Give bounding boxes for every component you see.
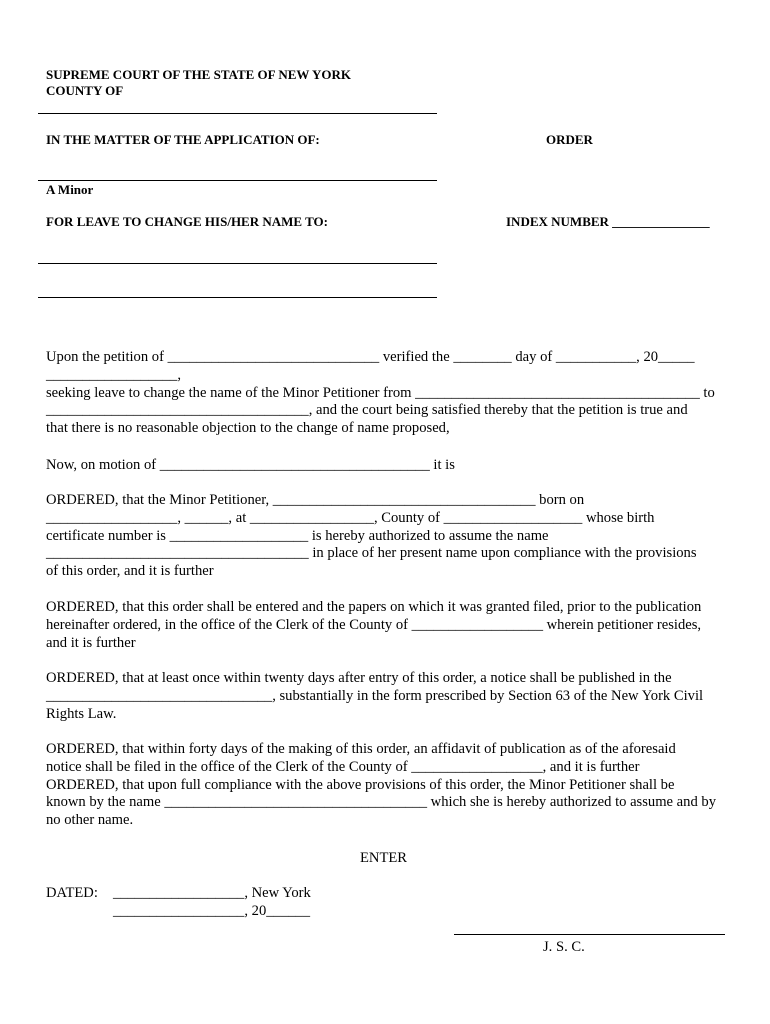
text-line: and it is further: [46, 634, 136, 651]
document-title: ORDER: [546, 132, 593, 147]
text-line: Upon the petition of _____________________________ verified the ________ day of ___________, 20_____: [46, 349, 695, 365]
text-line: ORDERED, that the Minor Petitioner, ____________________________________ born on: [46, 492, 585, 508]
text-line: certificate number is ___________________ is hereby authorized to assume the name: [46, 527, 549, 544]
county-label: COUNTY OF: [46, 83, 124, 98]
text-line: ORDERED, that this order shall be entered and the papers on which it was granted filed, prior to the publication: [46, 599, 702, 615]
text-line: known by the name ____________________________________ which she is hereby authorized to assume and by: [46, 794, 716, 811]
court-name: SUPREME COURT OF THE STATE OF NEW YORK: [46, 67, 351, 82]
petition-paragraph: [46, 349, 736, 438]
motion-paragraph: [46, 457, 736, 475]
ordered-publication-paragraph: [46, 670, 736, 723]
text-line: that there is no reasonable objection to the change of name proposed,: [46, 420, 450, 437]
caption-divider: [38, 113, 437, 114]
jsc-label: J. S. C.: [543, 939, 585, 955]
ordered-filing-paragraph: [46, 599, 736, 652]
text-line: Now, on motion of _____________________________________ it is: [46, 457, 455, 473]
leave-heading: FOR LEAVE TO CHANGE HIS/HER NAME TO:: [46, 214, 328, 229]
text-line: _______________________________, substantially in the form prescribed by Section 63 of the New York Civil: [46, 687, 704, 704]
dated-date-line: __________________, 20______: [113, 903, 311, 919]
enter-label: ENTER: [360, 850, 408, 866]
signature-line: [454, 934, 725, 935]
text-line: notice shall be filed in the office of the Clerk of the County of __________________, and it is further: [46, 758, 640, 775]
text-line: ____________________________________ in place of her present name upon compliance with the provisions: [46, 545, 697, 562]
index-number-field: INDEX NUMBER _______________: [506, 214, 710, 229]
text-line: ORDERED, that upon full compliance with the above provisions of this order, the Minor Petitioner shall be: [46, 776, 675, 793]
ordered-name-paragraph: [46, 492, 736, 581]
text-line: ORDERED, that at least once within twenty days after entry of this order, a notice shall be published in the: [46, 670, 672, 686]
new-name-line-1: [38, 263, 437, 264]
text-line: __________________,: [46, 366, 181, 383]
ordered-affidavit-paragraph: [46, 741, 736, 830]
new-name-line-2: [38, 297, 437, 298]
text-line: no other name.: [46, 812, 134, 829]
applicant-name-line: [38, 180, 437, 181]
text-line: __________________, ______, at _________________, County of ___________________ whose birth: [46, 509, 655, 526]
text-line: hereinafter ordered, in the office of the Clerk of the County of __________________ wherein petitioner resides,: [46, 616, 702, 633]
text-line: ____________________________________, and the court being satisfied thereby that the petition is true and: [46, 402, 688, 419]
dated-label: DATED:: [46, 885, 98, 901]
text-line: of this order, and it is further: [46, 563, 214, 580]
matter-heading: IN THE MATTER OF THE APPLICATION OF:: [46, 132, 320, 147]
text-line: seeking leave to change the name of the Minor Petitioner from _______________________________________ to: [46, 384, 715, 401]
text-line: Rights Law.: [46, 705, 117, 722]
text-line: ORDERED, that within forty days of the making of this order, an affidavit of publication as of the aforesaid: [46, 741, 676, 757]
dated-location-line: __________________, New York: [113, 885, 311, 901]
minor-label: A Minor: [46, 182, 94, 197]
